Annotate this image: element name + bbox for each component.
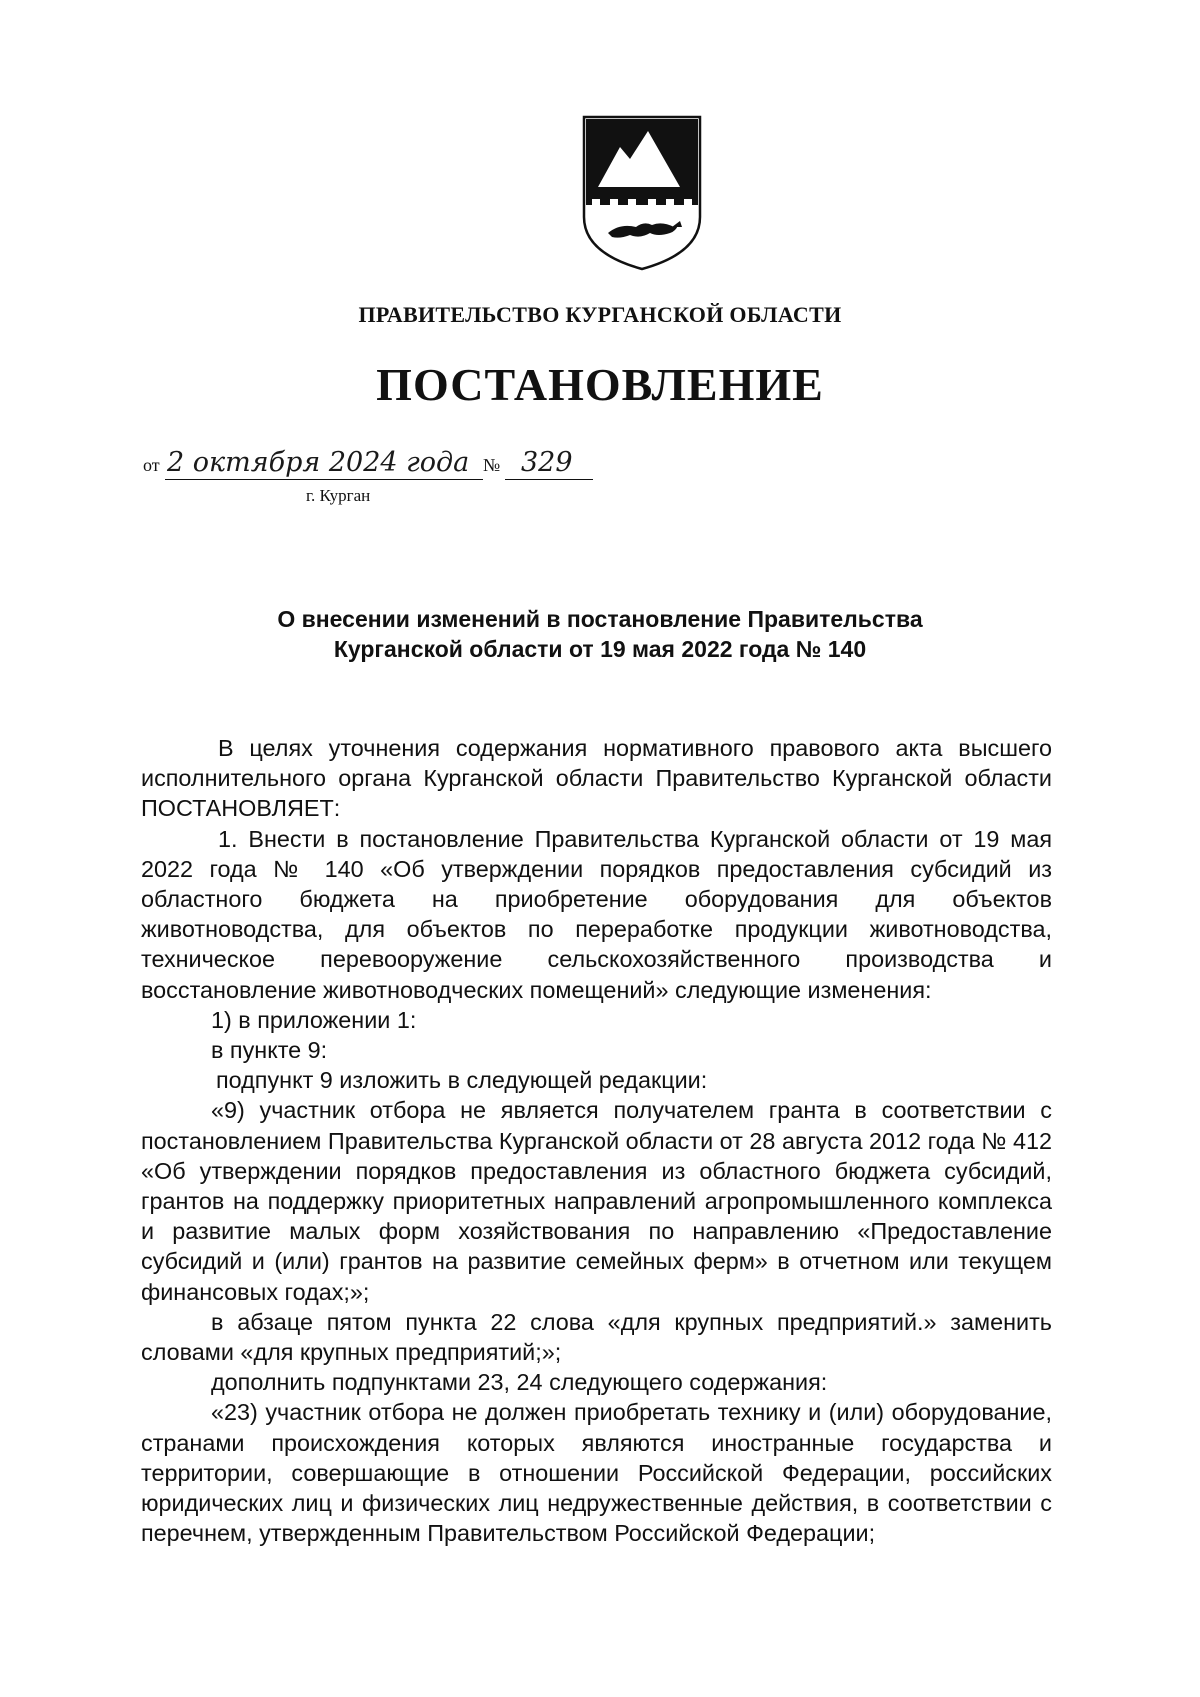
city-label: г. Курган — [306, 486, 371, 505]
paragraph-point-22: в абзаце пятом пункта 22 слова «для крупных предприятий.» заменить словами «для крупных предприятий;»; — [141, 1308, 1052, 1366]
title-line-1: О внесении изменений в постановление Правительства — [277, 606, 923, 632]
title-line-2: Курганской области от 19 мая 2022 года № 140 — [333, 636, 867, 662]
paragraph-subpoint-23: «23) участник отбора не должен приобретать технику и (или) оборудование, странами происхождения которых являются иностранные государства и территории, совершающие в отношении Российской Федерации, российских юридических лиц и физических лиц недружественные действия, в соответствии с перечнем, утвержденным Правительством Российской Федерации; — [141, 1399, 1052, 1547]
number-prefix: № — [483, 455, 501, 475]
paragraph-add-subpoints: дополнить подпунктами 23, 24 следующего содержания: — [211, 1369, 828, 1396]
handwritten-number: 329 — [521, 447, 573, 478]
paragraph-item-1: 1. Внести в постановление Правительства Курганской области от 19 мая 2022 года № 140 «Об утверждении порядков предоставления субсидий из областного бюджета на приобретение оборудования для объектов животноводства, для объектов по переработке продукции животноводства, техническое перевооружение сельскохозяйственного производства и восстановление животноводческих помещений» следующие изменения: — [141, 825, 1052, 1003]
paragraph-appendix-1: 1) в приложении 1: — [211, 1006, 417, 1033]
paragraph-subpoint-9-text: «9) участник отбора не является получателем гранта в соответствии с постановлением Правительства Курганской области от 28 августа 2012 года № 412 «Об утверждении порядков предоставления из областного бюджета субсидий, грантов на поддержку приоритетных направлений агропромышленного комплекса и развитие малых форм хозяйствования по направлению «Предоставление субсидий и (или) грантов на развитие семейных ферм» в отчетном или текущем финансовых годах;»; — [141, 1097, 1052, 1305]
document-type-heading: ПОСТАНОВЛЕНИЕ — [376, 359, 824, 410]
date-number-line — [143, 444, 663, 484]
coat-of-arms-emblem — [580, 113, 704, 273]
date-prefix: от — [143, 455, 160, 475]
paragraph-subpoint-9-intro: подпункт 9 изложить в следующей редакции: — [216, 1067, 708, 1094]
handwritten-date: 2 октября 2024 года — [167, 447, 470, 478]
document-body — [141, 733, 1052, 1548]
number-underline — [505, 479, 593, 481]
paragraph-point-9: в пункте 9: — [211, 1037, 328, 1064]
date-underline — [165, 479, 483, 481]
paragraph-preamble: В целях уточнения содержания нормативного правового акта высшего исполнительного органа Курганской области Правительство Курганской области ПОСТАНОВЛЯЕТ: — [141, 735, 1052, 822]
government-heading: ПРАВИТЕЛЬСТВО КУРГАНСКОЙ ОБЛАСТИ — [358, 302, 842, 327]
document-title — [0, 604, 1200, 664]
